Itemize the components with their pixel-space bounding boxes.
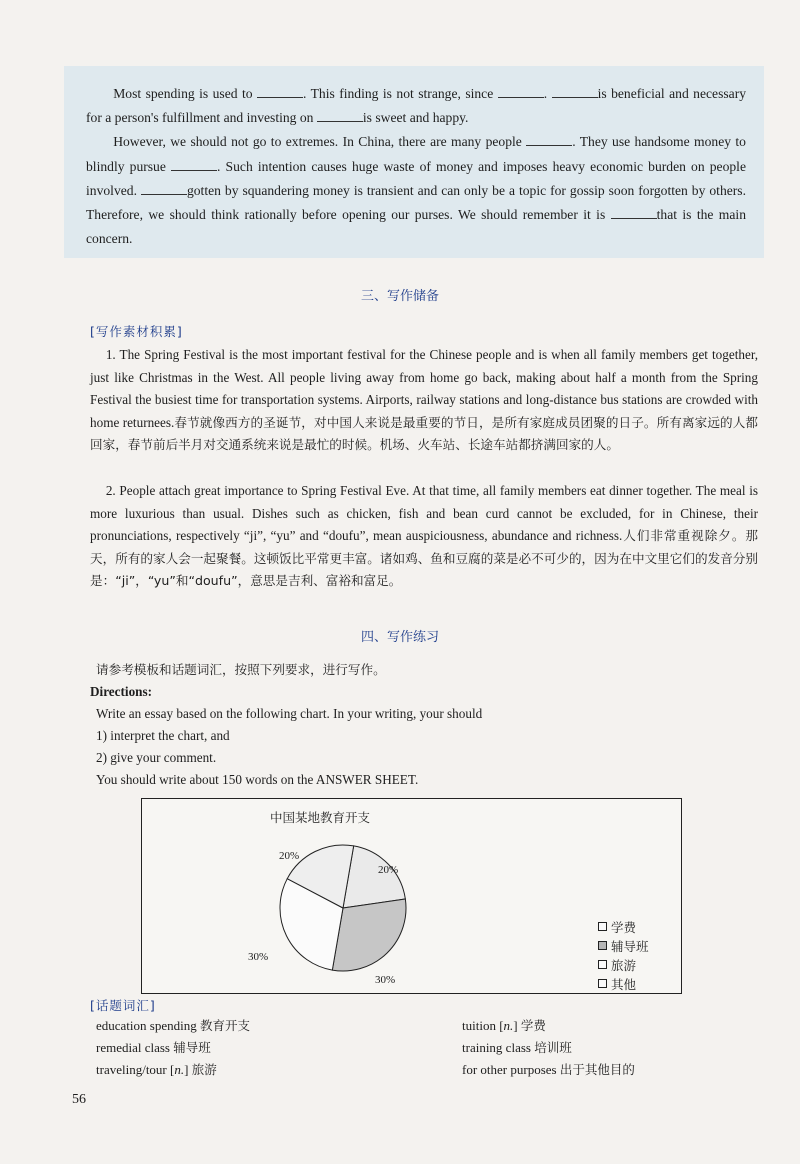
blank-1[interactable]	[257, 85, 303, 98]
slice-label-tuition: 20%	[378, 864, 399, 876]
blank-3[interactable]	[552, 85, 598, 98]
vocab-item-training-class: training class 培训班	[462, 1040, 572, 1055]
slice-label-travel: 30%	[248, 951, 269, 963]
pie-chart-box	[141, 798, 682, 994]
blank-5[interactable]	[526, 133, 572, 146]
legend-item-travel: 旅游	[598, 955, 649, 974]
reading-passage	[64, 66, 764, 258]
material-item-2: 2. People attach great importance to Spring Festival Eve. At that time, all family members eat dinner together. The meal is more luxurious than usual. Dishes such as chicken, fish and bean curd cannot be excluded, for in Chinese, their pronunciations, respectively “ji”, “yu” and “doufu”, mean auspiciousness, abundance and richness.人们非常重视除夕。那天，所有的家人会一起聚餐。这顿饭比平常更丰富。诸如鸡、鱼和豆腐的菜是必不可少的，因为在中文里它们的发音分别是：“ji”，“yu”和“doufu”，意思是吉利、富裕和富足。	[90, 483, 759, 589]
chart-legend	[598, 917, 649, 993]
passage-paragraph-1: Most spending is used to . This finding is not strange, since . is beneficial and necessary for a person's fulfillment and investing on is sweet and happy.	[86, 86, 747, 126]
directions-line-4: You should write about 150 words on the ANSWER SHEET.	[96, 772, 419, 787]
vocab-item-remedial-class: remedial class 辅导班	[96, 1040, 211, 1055]
slice-label-remedial: 30%	[375, 974, 396, 986]
page-number: 56	[72, 1092, 86, 1107]
directions-line-1: Write an essay based on the following chart. In your writing, your should	[96, 706, 483, 721]
directions-label: Directions:	[90, 684, 153, 699]
material-tag: [写作素材积累]	[90, 324, 183, 339]
pie-slice-remedial	[332, 899, 406, 971]
vocab-item-other-purposes: for other purposes 出于其他目的	[462, 1062, 635, 1077]
blank-6[interactable]	[171, 158, 217, 171]
vocab-tag: [话题词汇]	[90, 998, 156, 1013]
legend-item-other: 其他	[598, 974, 649, 993]
section-4-title: 四、写作练习	[360, 630, 439, 645]
writing-instruction: 请参考模板和话题词汇，按照下列要求，进行写作。	[96, 662, 386, 677]
directions-line-2: 1) interpret the chart, and	[96, 728, 230, 743]
vocab-item-traveling: traveling/tour [n.] 旅游	[96, 1062, 217, 1077]
section-3-title: 三、写作储备	[360, 289, 439, 304]
directions-line-3: 2) give your comment.	[96, 750, 217, 765]
blank-4[interactable]	[317, 109, 363, 122]
chart-title: 中国某地教育开支	[270, 810, 371, 825]
material-item-1: 1. The Spring Festival is the most important festival for the Chinese people and is when all family members get together, just like Christmas in the West. All people living away from home go back, making about half a month from the Spring Festival the busiest time for transportation systems. Airports, railway stations and long-distance bus stations are crowded with home returnees.春节就像西方的圣诞节，对中国人来说是最重要的节日，是所有家庭成员团聚的日子。所有离家远的人都回家，春节前后半月对交通系统来说是最忙的时候。机场、火车站、长途车站都挤满回家的人。	[90, 347, 759, 453]
legend-item-tuition: 学费	[598, 917, 649, 936]
vocab-item-education-spending: education spending 教育开支	[96, 1018, 250, 1033]
legend-swatch	[598, 960, 607, 969]
legend-swatch	[598, 941, 607, 950]
blank-7[interactable]	[141, 182, 187, 195]
blank-8[interactable]	[611, 206, 657, 219]
blank-2[interactable]	[498, 85, 544, 98]
slice-label-other: 20%	[279, 850, 300, 862]
passage-paragraph-2: However, we should not go to extremes. In China, there are many people . They use handsome money to blindly pursue . Such intention causes huge waste of money and imposes heavy economic burden on people involved. gotten by squandering money is transient and can only be a topic for gossip soon forgotten by others. Therefore, we should think rationally before opening our purses. We should remember it is that is the main concern.	[86, 134, 746, 247]
vocab-item-tuition: tuition [n.] 学费	[462, 1018, 546, 1033]
legend-swatch	[598, 979, 607, 988]
legend-item-remedial: 辅导班	[598, 936, 649, 955]
legend-swatch	[598, 922, 607, 931]
